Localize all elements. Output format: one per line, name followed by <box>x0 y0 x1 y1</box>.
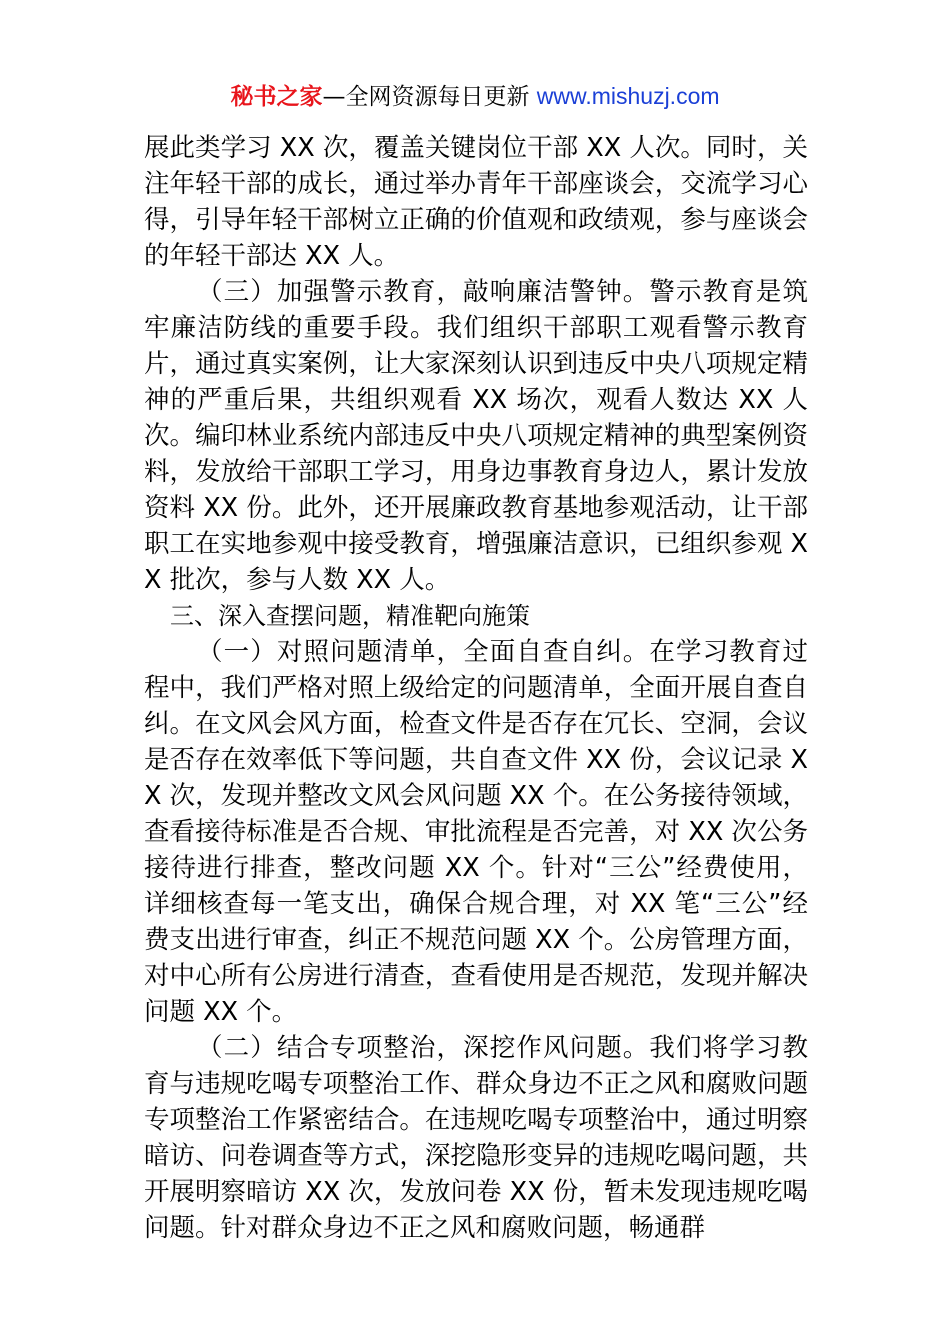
site-url-link[interactable]: www.mishuzj.com <box>536 83 720 109</box>
document-body <box>144 130 808 1246</box>
site-banner <box>0 80 950 113</box>
site-slogan: —全网资源每日更新 <box>322 84 530 110</box>
paragraph-self-inspection: （一）对照问题清单，全面自查自纠。在学习教育过程中，我们严格对照上级给定的问题清单，全面开展自查自纠。在文风会风方面，检查文件是否存在冗长、空洞，会议是否存在效率低下等问题，共自查文件 XX 份，会议记录 XX 次，发现并整改文风会风问题 XX 个。在公务接待领域，查看接待标准是否合规、审批流程是否完善，对 XX 次公务接待进行排查，整改问题 XX 个。针对“三公”经费使用，详细核查每一笔支出，确保合规合理，对 XX 笔“三公”经费支出进行审查，纠正不规范问题 XX 个。公房管理方面，对中心所有公房进行清查，查看使用是否规范，发现并解决问题 XX 个。 <box>144 637 808 1027</box>
paragraph-warning-education: （三）加强警示教育，敲响廉洁警钟。警示教育是筑牢廉洁防线的重要手段。我们组织干部职工观看警示教育片，通过真实案例，让大家深刻认识到违反中央八项规定精神的严重后果，共组织观看 XX 场次，观看人数达 XX 人次。编印林业系统内部违反中央八项规定精神的典型案例资料，发放给干部职工学习，用身边事教育身边人，累计发放资料 XX 份。此外，还开展廉政教育基地参观活动，让干部职工在实地参观中接受教育，增强廉洁意识，已组织参观 XX 批次，参与人数 XX 人。 <box>144 277 808 595</box>
section-heading-3: 三、深入查摆问题，精准靶向施策 <box>170 602 530 630</box>
paragraph-continuation: 展此类学习 XX 次，覆盖关键岗位干部 XX 人次。同时，关注年轻干部的成长，通过举办青年干部座谈会，交流学习心得，引导年轻干部树立正确的价值观和政绩观，参与座谈会的年轻干部达 XX 人。 <box>144 133 808 271</box>
paragraph-special-rectification: （二）结合专项整治，深挖作风问题。我们将学习教育与违规吃喝专项整治工作、群众身边不正之风和腐败问题专项整治工作紧密结合。在违规吃喝专项整治中，通过明察暗访、问卷调查等方式，深挖隐形变异的违规吃喝问题，共开展明察暗访 XX 次，发放问卷 XX 份，暂未发现违规吃喝问题。针对群众身边不正之风和腐败问题，畅通群 <box>144 1033 808 1243</box>
site-name: 秘书之家 <box>230 84 323 110</box>
